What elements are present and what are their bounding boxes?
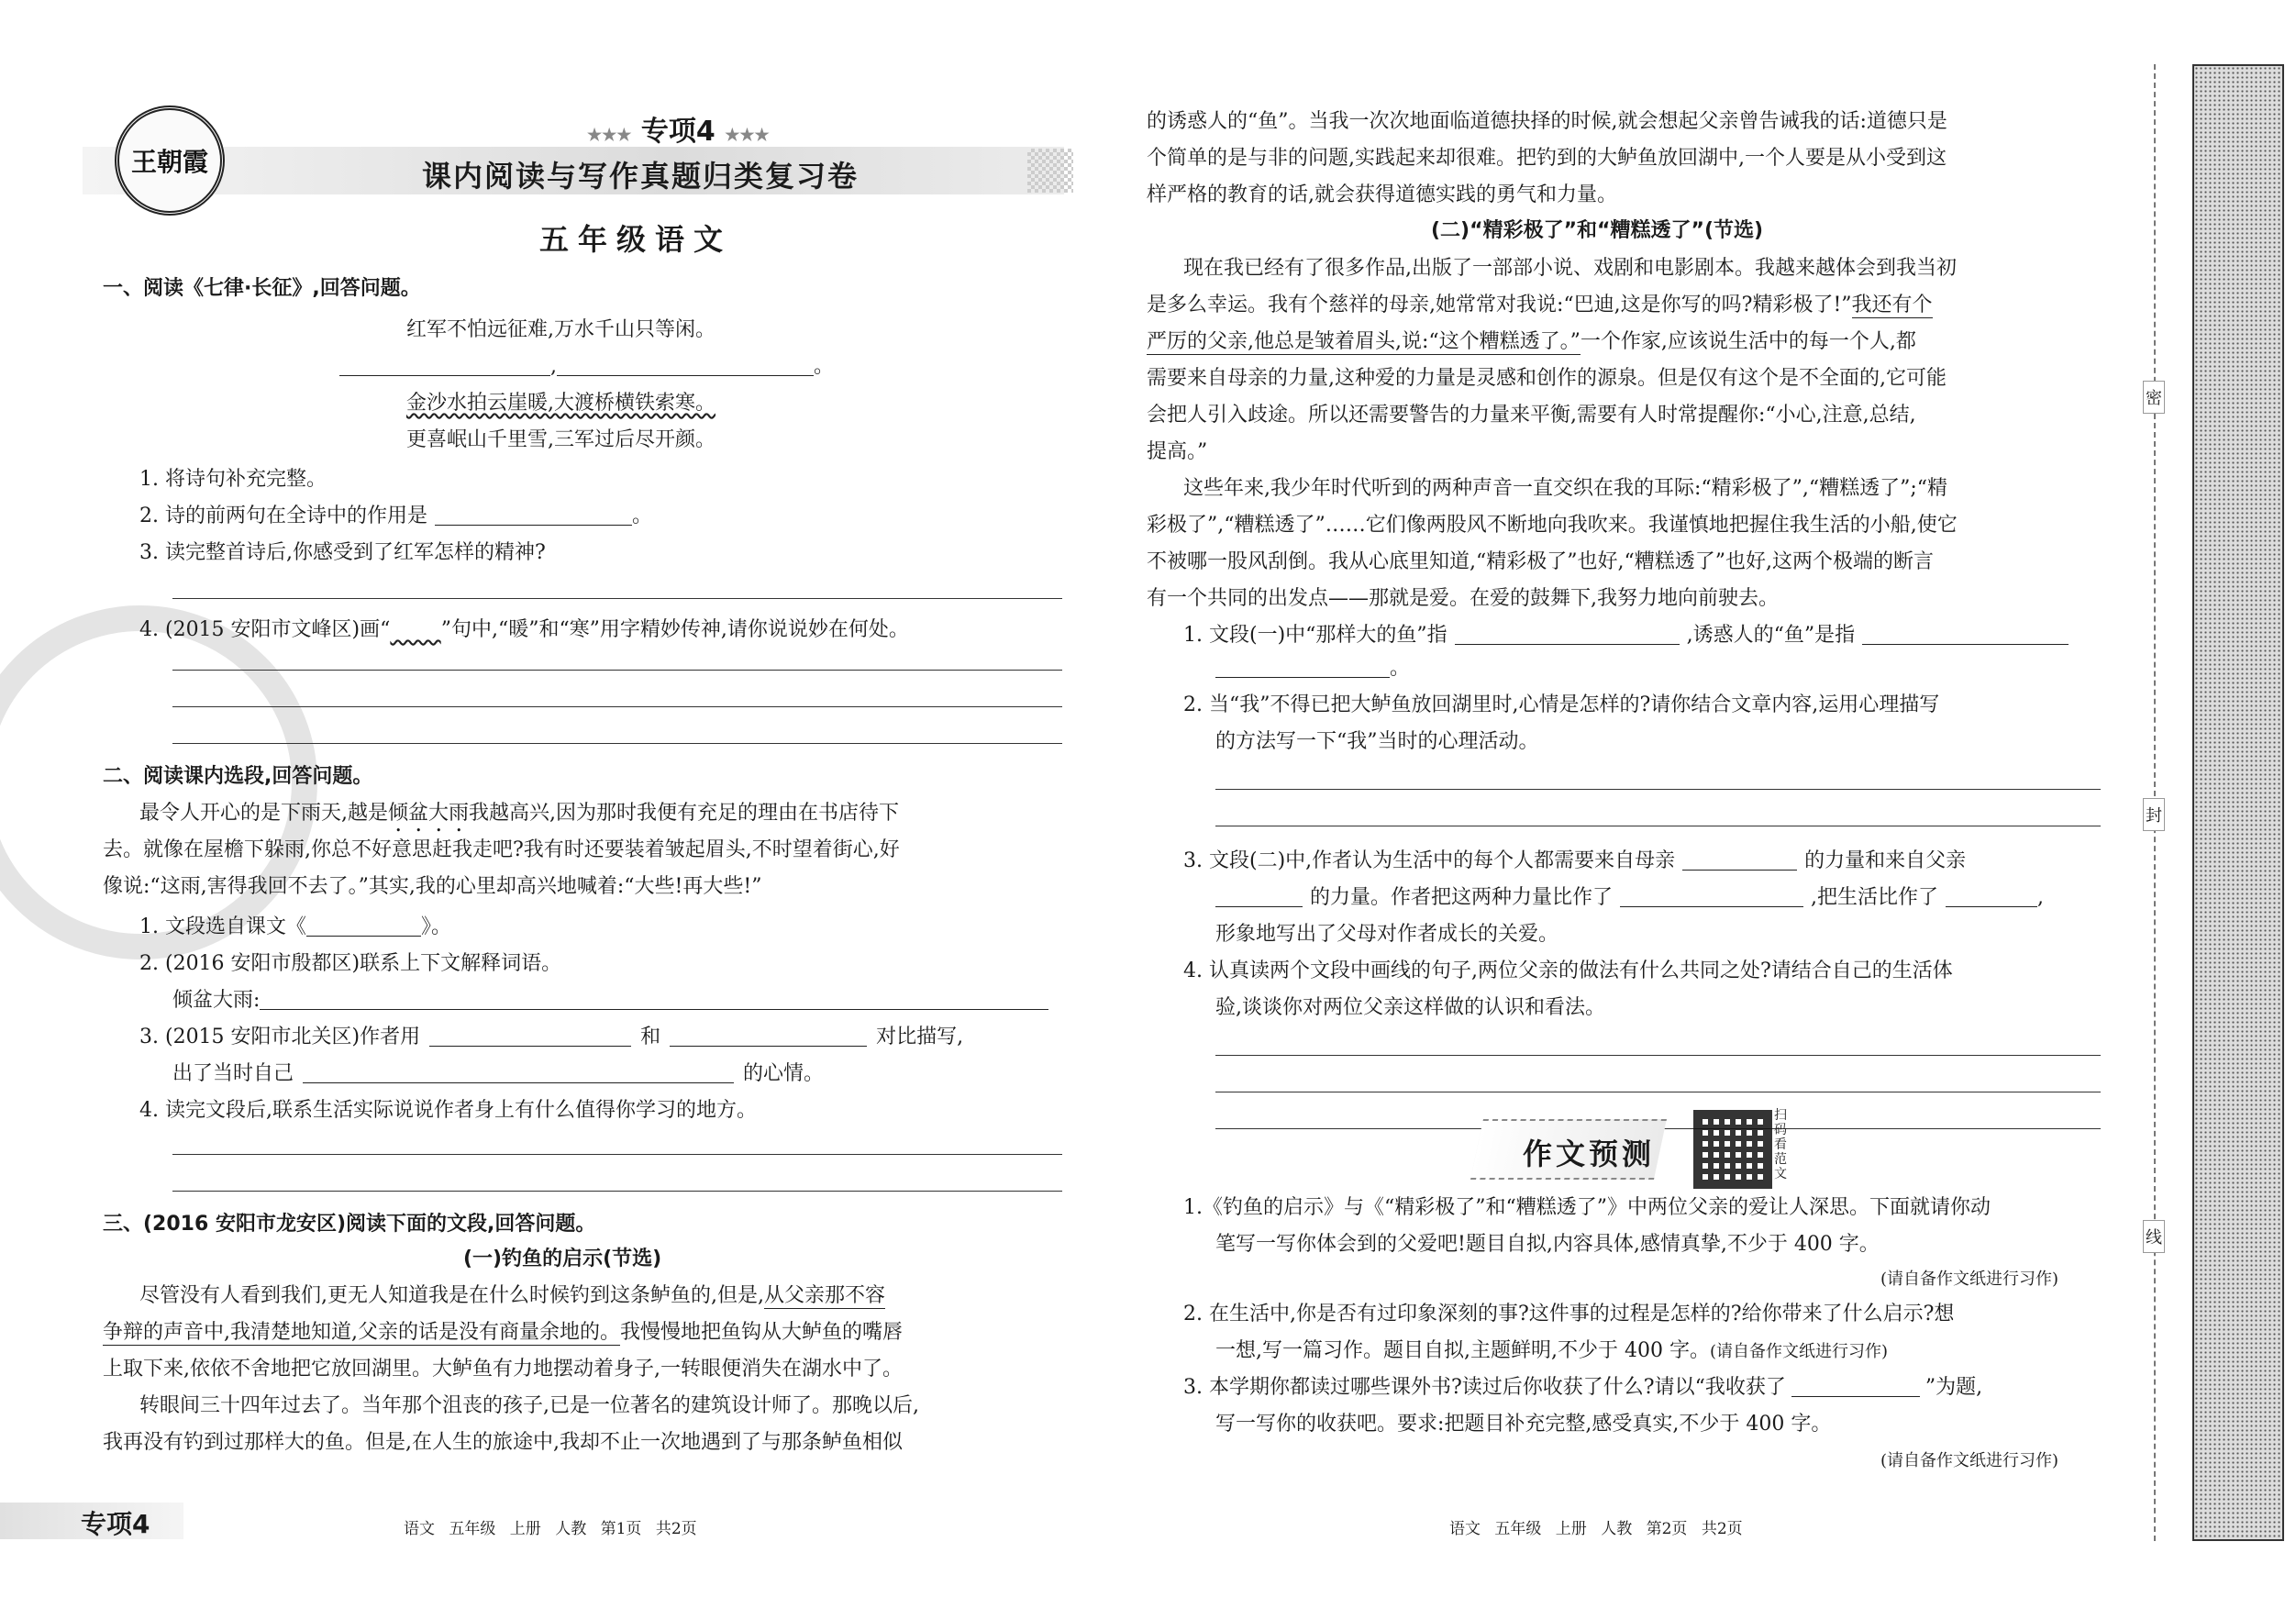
- qr-label: 扫码看范文: [1774, 1108, 1787, 1181]
- essay-3: 3. 本学期你都读过哪些课外书?读过后你收获了什么?请以“我收获了 ”为题,: [1183, 1376, 1983, 1399]
- r-q3: 3. 文段(二)中,作者认为生活中的每个人都需要来自母亲 的力量和来自父亲: [1183, 849, 1967, 872]
- essay-3-cont: 写一写你的收获吧。要求:把题目补充完整,感受真实,不少于 400 字。: [1215, 1413, 1832, 1436]
- p2-line-7: 这些年来,我少年时代听到的两种声音一直交织在我的耳际:“精彩极了”,“糟糕透了”;“精: [1183, 477, 1948, 500]
- p2-line-3: 严厉的父亲,他总是皱着眉头,说:“这个糟糕透了。”一个作家,应该说生活中的每一个人,都: [1147, 330, 1916, 353]
- answer-line: [172, 598, 1062, 599]
- qr-code-icon[interactable]: [1693, 1110, 1772, 1189]
- r-q2-cont: 的方法写一下“我”当时的心理活动。: [1215, 730, 1539, 753]
- s2-q2: 2. (2016 安阳市殷都区)联系上下文解释词语。: [139, 952, 562, 975]
- answer-line: [172, 1191, 1062, 1192]
- essay-3-note: (请自备作文纸进行习作): [1880, 1451, 2059, 1470]
- poem-line-1: 红军不怕远征难,万水千山只等闲。: [406, 318, 715, 341]
- s1-q2: 2. 诗的前两句在全诗中的作用是 。: [139, 505, 652, 527]
- p2-line-4: 需要来自母亲的力量,这种爱的力量是灵感和创作的源泉。但是仅有这个是不全面的,它可能: [1147, 367, 1947, 390]
- page-footer-right: 语文 五年级 上册 人教 第2页 共2页: [1449, 1520, 1743, 1538]
- cont-line-3: 样严格的教育的话,就会获得道德实践的勇气和力量。: [1147, 183, 1617, 206]
- answer-line: [1215, 789, 2101, 790]
- r-q3-cont: 的力量。作者把这两种力量比作了 ,把生活比作了 ,: [1215, 884, 2044, 912]
- s3-line-1: 尽管没有人看到我们,更无人知道我是在什么时候钓到这条鲈鱼的,但是,从父亲那不容: [139, 1284, 885, 1307]
- essay-2: 2. 在生活中,你是否有过印象深刻的事?这件事的过程是怎样的?给你带来了什么启示?想: [1183, 1303, 1955, 1325]
- r-q4: 4. 认真读两个文段中画线的句子,两位父亲的做法有什么共同之处?请结合自己的生活体: [1183, 959, 1953, 982]
- p2-line-1: 现在我已经有了很多作品,出版了一部部小说、戏剧和电影剧本。我越来越体会到我当初: [1183, 257, 1957, 280]
- r-q4-cont: 验,谈谈你对两位父亲这样做的认识和看法。: [1215, 996, 1605, 1019]
- s2-q4: 4. 读完文段后,联系生活实际说说作者身上有什么值得你学习的地方。: [139, 1099, 757, 1122]
- essay-1: 1.《钓鱼的启示》与《“精彩极了”和“糟糕透了”》中两位父亲的爱让人深思。下面就请你动: [1183, 1196, 1991, 1219]
- s2-q3-cont: 出了当时自己 的心情。: [172, 1062, 825, 1085]
- poem-line-2-blank: , 。: [339, 353, 834, 381]
- s2-para-3: 像说:“这雨,害得我回不去了。”其实,我的心里却高兴地喊着:“大些!再大些!”: [103, 875, 762, 898]
- answer-line: [172, 670, 1062, 671]
- binding-mark-mid: 封: [2143, 798, 2165, 831]
- cont-line-1: 的诱惑人的“鱼”。当我一次次地面临道德抉择的时候,就会想起父亲曾告诫我的话:道德只是: [1147, 110, 1947, 133]
- r-q3-cont2: 形象地写出了父母对作者成长的关爱。: [1215, 923, 1559, 946]
- answer-line: [1215, 1055, 2101, 1056]
- essay-1-note: (请自备作文纸进行习作): [1880, 1270, 2059, 1289]
- s3-line-4: 转眼间三十四年过去了。当年那个沮丧的孩子,已是一位著名的建筑设计师了。那晚以后,: [139, 1394, 919, 1417]
- answer-line: [172, 706, 1062, 707]
- subject-title: 五年级语文: [539, 222, 733, 257]
- poem-line-3: 金沙水拍云崖暖,大渡桥横铁索寒。: [406, 392, 715, 415]
- p2-line-6: 提高。”: [1147, 440, 1208, 463]
- p2-line-10: 有一个共同的出发点——那就是爱。在爱的鼓舞下,我努力地向前驶去。: [1147, 587, 1779, 610]
- s1-q3: 3. 读完整首诗后,你感受到了红军怎样的精神?: [139, 541, 546, 564]
- s3-line-5: 我再没有钓到过那样大的鱼。但是,在人生的旅途中,我却不止一次地遇到了与那条鲈鱼相似: [103, 1431, 903, 1454]
- essay-1-cont: 笔写一写你体会到的父爱吧!题目自拟,内容具体,感情真挚,不少于 400 字。: [1215, 1233, 1880, 1256]
- s2-q2-word: 倾盆大雨:: [172, 987, 1048, 1015]
- header-checker: [1027, 149, 1073, 193]
- topic-tag-top: ★★★ 专项4 ★★★: [587, 116, 770, 148]
- s1-q1: 1. 将诗句补充完整。: [139, 468, 327, 491]
- r-q2: 2. 当“我”不得已把大鲈鱼放回湖里时,心情是怎样的?请你结合文章内容,运用心理描写: [1183, 693, 1940, 716]
- essay-title: 作文预测: [1523, 1137, 1656, 1171]
- binding-strip: [2192, 64, 2284, 1541]
- s3-sub2: (二)“精彩极了”和“糟糕透了”(节选): [1431, 219, 1764, 242]
- s2-q3: 3. (2015 安阳市北关区)作者用 和 对比描写,: [139, 1026, 964, 1048]
- s3-line-2: 争辩的声音中,我清楚地知道,父亲的话是没有商量余地的。我慢慢地把鱼钩从大鲈鱼的嘴唇: [103, 1321, 904, 1344]
- p2-line-9: 不被哪一股风刮倒。我从心底里知道,“精彩极了”也好,“糟糕透了”也好,这两个极端的断言: [1147, 550, 1934, 573]
- binding-mark-top: 密: [2143, 381, 2165, 414]
- s3-line-3: 上取下来,依依不舍地把它放回湖里。大鲈鱼有力地摆动着身子,一转眼便消失在湖水中了。: [103, 1358, 903, 1381]
- answer-line: [172, 1154, 1062, 1155]
- r-q1: 1. 文段(一)中“那样大的鱼”指 ,诱惑人的“鱼”是指: [1183, 622, 2069, 649]
- s2-para-1: 最令人开心的是下雨天,越是倾盆大雨我越高兴,因为那时我便有充足的理由在书店待下: [139, 802, 900, 825]
- s1-heading: 一、阅读《七律·长征》,回答问题。: [103, 277, 421, 300]
- s3-heading: 三、(2016 安阳市龙安区)阅读下面的文段,回答问题。: [103, 1213, 596, 1236]
- s2-heading: 二、阅读课内选段,回答问题。: [103, 765, 373, 788]
- p2-line-2: 是多么幸运。我有个慈祥的母亲,她常常对我说:“巴迪,这是你写的吗?精彩极了!”我还有个: [1147, 294, 1933, 316]
- s2-q1: 1. 文段选自课文《 》。: [139, 915, 451, 938]
- binding-mark-bot: 线: [2143, 1220, 2165, 1253]
- answer-line: [172, 743, 1062, 744]
- s1-q4: 4. (2015 安阳市文峰区)画“~~~”句中,“暖”和“寒”用字精妙传神,请你说说妙在何处。: [139, 618, 909, 641]
- poem-line-4: 更喜岷山千里雪,三军过后尽开颜。: [406, 428, 715, 451]
- r-q1-cont: 。: [1215, 655, 1410, 682]
- page-footer-left: 语文 五年级 上册 人教 第1页 共2页: [404, 1520, 697, 1538]
- cont-line-2: 个简单的是与非的问题,实践起来却很难。把钓到的大鲈鱼放回湖中,一个人要是从小受到这: [1147, 147, 1947, 170]
- footer-topic-tag: 专项4: [81, 1509, 150, 1539]
- paper-title: 课内阅读与写作真题归类复习卷: [422, 159, 860, 194]
- s3-sub1: (一)钓鱼的启示(节选): [463, 1248, 662, 1270]
- essay-2-cont: 一想,写一篇习作。题目自拟,主题鲜明,不少于 400 字。(请自备作文纸进行习作): [1215, 1339, 1889, 1362]
- brand-logo: 王朝霞: [115, 105, 225, 216]
- p2-line-8: 彩极了”,“糟糕透了”……它们像两股风不断地向我吹来。我谨慎地把握住我生活的小船,使它: [1147, 514, 1958, 537]
- p2-line-5: 会把人引入歧途。所以还需要警告的力量来平衡,需要有人时常提醒你:“小心,注意,总结,: [1147, 404, 1916, 427]
- s2-para-2: 去。就像在屋檐下躲雨,你总不好意思赶我走吧?我有时还要装着皱起眉头,不时望着街心,好: [103, 838, 900, 861]
